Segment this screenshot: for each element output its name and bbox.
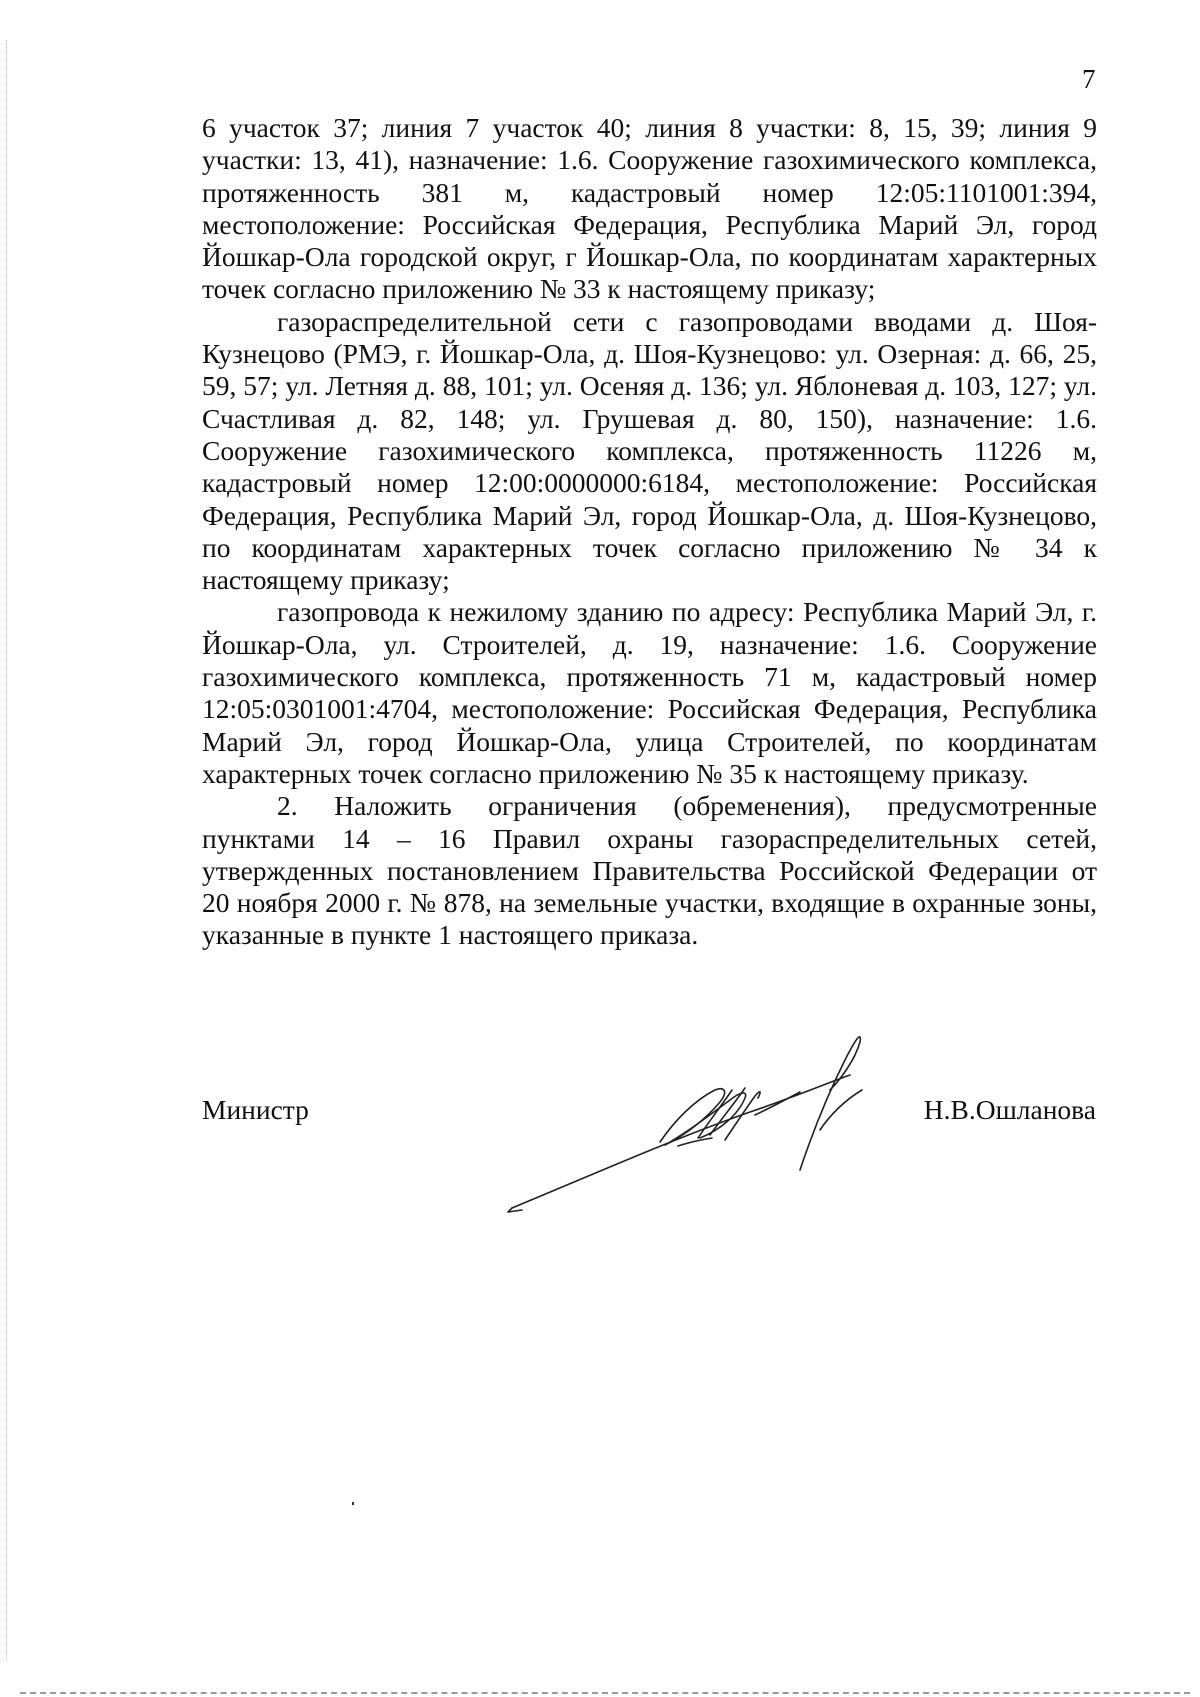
signatory-name: Н.В.Ошланова (923, 1094, 1096, 1125)
body-text (202, 112, 1097, 952)
paragraph-gas-pipeline: газопровода к нежилому зданию по адресу: Республика Марий Эл, г. Йошкар-Ола, ул. Строителей, д. 19, назначение: 1.6. Сооружение газохимического комплекса, протяженность 71 м, кадастровый номер 12:05:0301001:4704, местоположение: Российская Федерация, Республика Марий Эл, город Йошкар-Ола, улица Строителей, по координатам характерных точек согласно приложению № 35 к настоящему приказу. (202, 596, 1097, 789)
paragraph-restrictions: 2. Наложить ограничения (обременения), предусмотренные пунктами 14 – 16 Правил охраны газораспределительных сетей, утвержденных постановлением Правительства Российской Федерации от 20 ноября 2000 г. № 878, на земельные участки, входящие в охранные зоны, указанные в пункте 1 настоящего приказа. (202, 790, 1097, 951)
scan-bottom-edge (20, 1692, 1190, 1694)
paragraph-continuation: 6 участок 37; линия 7 участок 40; линия 8 участки: 8, 15, 39; линия 9 участки: 13, 41), назначение: 1.6. Сооружение газохимического комплекса, протяженность 381 м, кадастровый номер 12:05:1101001:394, местоположение: Российская Федерация, Республика Марий Эл, город Йошкар-Ола городской округ, г Йошкар-Ола, по координатам характерных точек согласно приложению № 33 к настоящему приказу; (202, 112, 1097, 305)
signatory-title: Министр (202, 1094, 309, 1125)
page-number: 7 (1082, 64, 1096, 94)
paragraph-gas-network: газораспределительной сети с газопроводами вводами д. Шоя-Кузнецово (РМЭ, г. Йошкар-Ола, д. Шоя-Кузнецово: ул. Озерная: д. 66, 25, 59, 57; ул. Летняя д. 88, 101; ул. Осеняя д. 136; ул. Яблоневая д. 103, 127; ул. Счастливая д. 82, 148; ул. Грушевая д. 80, 150), назначение: 1.6. Сооружение газохимического комплекса, протяженность 11226 м, кадастровый номер 12:00:0000000:6184, местоположение: Российская Федерация, Республика Марий Эл, город Йошкар-Ола, д. Шоя-Кузнецово, по координатам характерных точек согласно приложению № 34 к настоящему приказу; (202, 305, 1097, 596)
scan-left-edge (6, 40, 7, 1660)
handwritten-signature (500, 1020, 900, 1220)
scan-speck (352, 1502, 354, 1505)
